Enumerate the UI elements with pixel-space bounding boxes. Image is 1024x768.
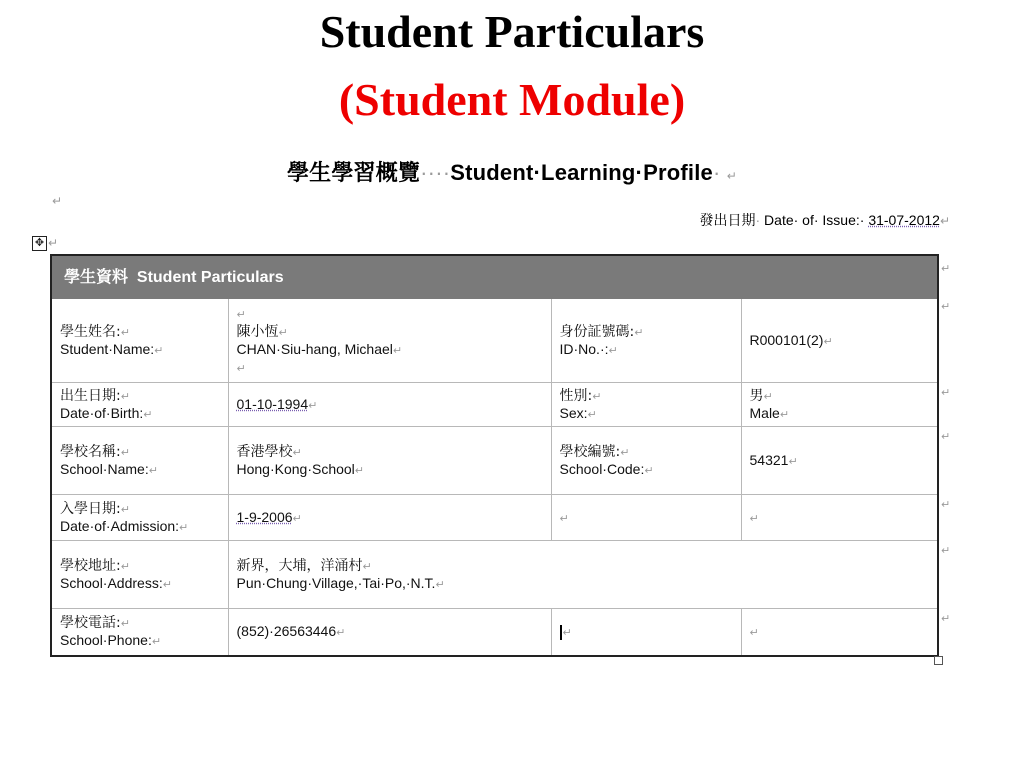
issue-label-en: Date· of· Issue:·: [764, 212, 865, 228]
label-zh: 學校地址:: [60, 557, 121, 574]
table-row: [51, 383, 938, 427]
field-value[interactable]: 54321↵: [741, 427, 938, 495]
table-row: [51, 541, 938, 609]
field-value[interactable]: 1-9-2006↵: [228, 495, 551, 541]
paragraph-mark: ↵: [941, 430, 951, 443]
field-value-empty[interactable]: ↵: [551, 495, 741, 541]
value-zh: 男: [749, 387, 764, 404]
label-en: ID·No.·:: [559, 340, 609, 357]
field-value[interactable]: 01-10-1994↵: [228, 383, 551, 427]
issue-label-zh: 發出日期: [699, 213, 756, 229]
document-heading-zh: 學生學習概覽: [286, 161, 421, 186]
table-row: [51, 299, 938, 383]
label-en: Student·Name:: [60, 340, 155, 357]
value-zh: 香港學校: [236, 443, 293, 460]
value: (852)·26563446: [236, 622, 337, 639]
document-heading-en: Student·Learning·Profile: [450, 160, 713, 185]
section-label-zh: 學生資料: [64, 267, 129, 286]
field-value-empty[interactable]: ↵: [741, 609, 938, 656]
field-label: 身份証號碼:↵ ID·No.·:↵: [551, 299, 741, 383]
text-cursor: [560, 625, 562, 640]
field-label: 出生日期:↵ Date·of·Birth:↵: [51, 383, 228, 427]
field-value[interactable]: 香港學校↵ Hong·Kong·School↵: [228, 427, 551, 495]
issue-date: 31-07-2012: [868, 212, 940, 228]
label-zh: 學生姓名:: [60, 323, 121, 340]
paragraph-mark: ↵: [52, 194, 63, 208]
value-zh: 新界，大埔，洋涌村: [236, 557, 363, 574]
paragraph-mark: ↵: [941, 612, 951, 625]
paragraph-mark: ↵: [941, 386, 951, 399]
label-en: School·Address:: [60, 574, 163, 591]
value-en: Male: [749, 404, 780, 421]
paragraph-mark: ↵: [941, 300, 951, 313]
label-zh: 入學日期:: [60, 500, 121, 517]
paragraph-mark: ↵: [941, 498, 951, 511]
field-value[interactable]: 男↵ Male↵: [741, 383, 938, 427]
label-en: Sex:: [559, 404, 588, 421]
value-zh: 陳小恆: [236, 323, 279, 340]
table-row: [51, 495, 938, 541]
field-value-empty[interactable]: ↵: [551, 609, 741, 656]
paragraph-mark: ↵: [939, 214, 950, 228]
label-zh: 性別:: [559, 387, 593, 404]
slide-title: Student Particulars: [319, 6, 705, 57]
document-heading: 學生學習概覽····Student·Learning·Profile· ↵: [286, 160, 738, 186]
field-label: 學校名稱:↵ School·Name:↵: [51, 427, 228, 495]
label-zh: 出生日期:: [60, 387, 121, 404]
label-zh: 身份証號碼:: [559, 323, 635, 340]
section-header-row: [51, 255, 938, 299]
field-value[interactable]: (852)·26563446↵: [228, 609, 551, 656]
field-label: 學校電話:↵ School·Phone:↵: [51, 609, 228, 656]
field-value[interactable]: R000101(2)↵: [741, 299, 938, 383]
section-label-en: Student Particulars: [136, 269, 284, 286]
student-particulars-table: [50, 254, 939, 657]
slide-subtitle: (Student Module): [338, 74, 686, 125]
paragraph-mark: ↵: [941, 262, 951, 275]
field-label: 性別:↵ Sex:↵: [551, 383, 741, 427]
paragraph-mark: ↵: [48, 236, 59, 250]
value-en: Pun·Chung·Village,·Tai·Po,·N.T.: [236, 574, 436, 591]
label-zh: 學校編號:: [559, 443, 621, 460]
value: 01-10-1994: [236, 395, 309, 412]
paragraph-mark: ↵: [726, 169, 738, 183]
paragraph-mark: ↵: [941, 544, 951, 557]
label-zh: 學校名稱:: [60, 443, 121, 460]
value-en: CHAN·Siu-hang, Michael: [236, 340, 393, 357]
field-label: 入學日期:↵ Date·of·Admission:↵: [51, 495, 228, 541]
label-en: Date·of·Admission:: [60, 517, 180, 534]
value: 1-9-2006: [236, 508, 293, 525]
field-value[interactable]: 新界，大埔，洋涌村↵ Pun·Chung·Village,·Tai·Po,·N.T.↵: [228, 541, 938, 609]
field-label: 學校地址:↵ School·Address:↵: [51, 541, 228, 609]
section-header: [51, 255, 938, 299]
field-value-empty[interactable]: ↵: [741, 495, 938, 541]
table-row: [51, 427, 938, 495]
label-en: School·Name:: [60, 460, 149, 477]
value: 54321: [749, 451, 789, 468]
table-move-handle-icon[interactable]: ✥: [32, 236, 47, 251]
label-en: School·Phone:: [60, 631, 152, 648]
field-value[interactable]: ↵ 陳小恆↵ CHAN·Siu-hang, Michael↵ ↵: [228, 299, 551, 383]
table-row: [51, 609, 938, 656]
label-en: Date·of·Birth:: [60, 404, 144, 421]
table-resize-handle[interactable]: [934, 656, 943, 665]
field-label: 學生姓名:↵ Student·Name:↵: [51, 299, 228, 383]
value: R000101(2): [749, 331, 824, 348]
label-en: School·Code:: [559, 460, 645, 477]
value-en: Hong·Kong·School: [236, 460, 355, 477]
field-label: 學校編號:↵ School·Code:↵: [551, 427, 741, 495]
issue-date-line: 發出日期· Date· of· Issue:· 31-07-2012↵: [699, 212, 950, 229]
label-zh: 學校電話:: [60, 614, 121, 631]
